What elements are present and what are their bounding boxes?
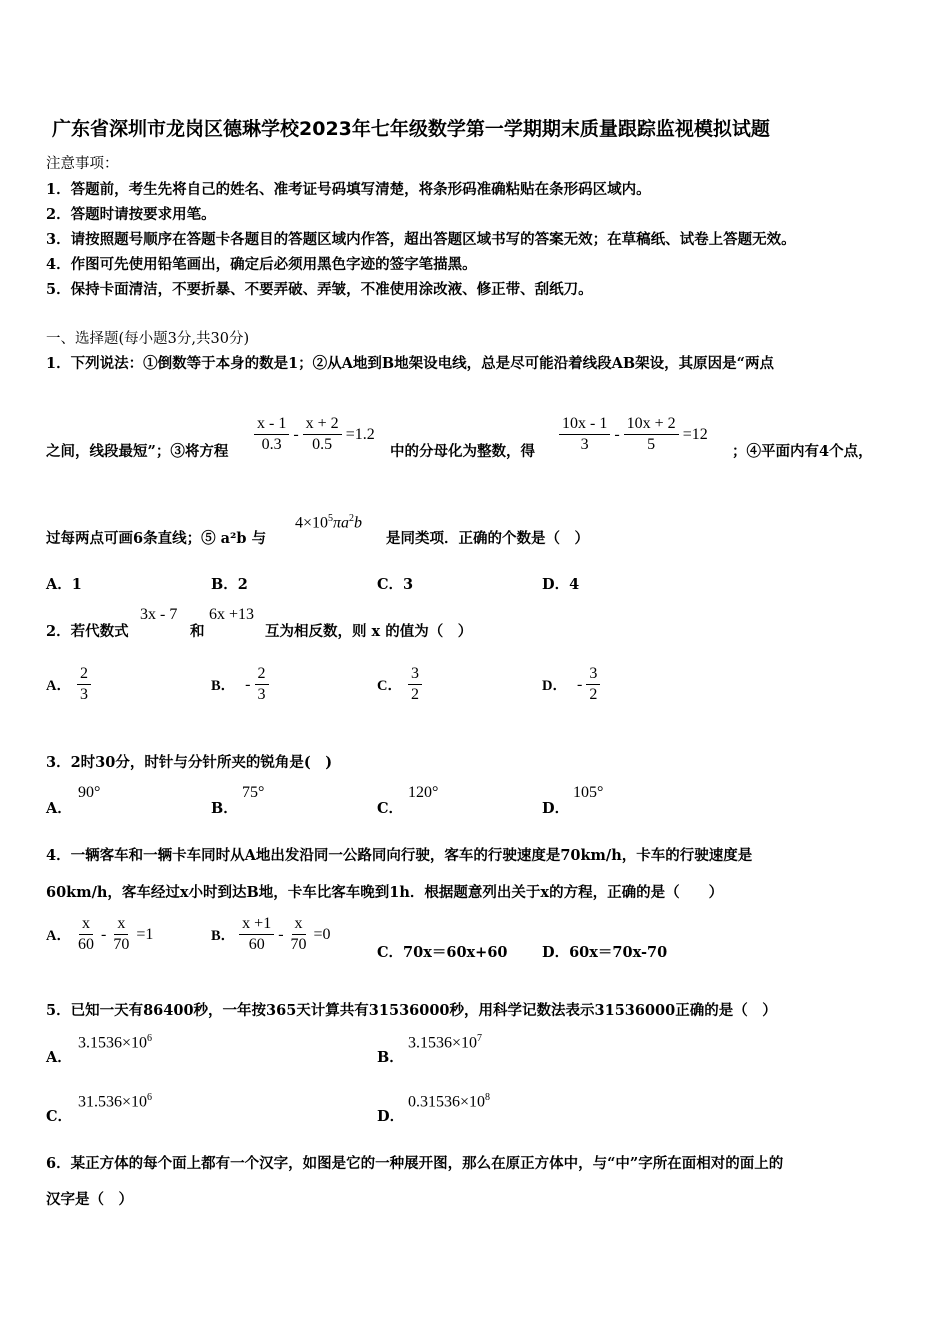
q1-equation-2 (557, 414, 708, 455)
q1-expr-tail: πa (333, 514, 350, 532)
q1-eq2-frac2 (624, 414, 679, 455)
q5-opt-b-base: 3.1536×10 (408, 1034, 478, 1052)
q5-opt-c-base: 31.536×10 (78, 1093, 148, 1111)
q1-eq1-rhs: =1.2 (345, 425, 375, 443)
q4-opt-a-minus: - (100, 925, 107, 943)
q3-opt-b-value: 75° (242, 784, 265, 801)
q1-line1: 1．下列说法：①倒数等于本身的数是1；②从A地到B地架设电线，总是尽可能沿着线段AB架设，其原因是“两点 (46, 355, 775, 372)
q1-line2b: 中的分母化为整数，得 (390, 443, 535, 460)
q4-opt-b-num1: x +1 (239, 914, 274, 935)
q2-expr-1: 3x - 7 (140, 606, 178, 623)
q4-opt-b-frac1 (239, 914, 274, 955)
q1-eq1-den1: 0.3 (261, 436, 282, 453)
notice-item-2: 2．答题时请按要求用笔。 (46, 206, 216, 223)
q2-option-b[interactable] (211, 664, 271, 705)
q5-opt-b-label[interactable]: B． (377, 1049, 404, 1066)
q5-opt-c-label[interactable]: C． (46, 1108, 73, 1125)
q3-opt-b-label[interactable]: B． (211, 800, 238, 817)
q1-eq2-rhs: =12 (682, 425, 708, 443)
q1-eq2-den1: 3 (580, 436, 589, 453)
q4-opt-b-frac2 (288, 914, 310, 955)
q4-opt-b-minus: - (278, 925, 284, 943)
q4-opt-a-den2: 70 (113, 936, 130, 953)
q1-option-d[interactable]: D．4 (542, 576, 580, 593)
q4-option-b[interactable] (211, 914, 331, 955)
q1-line3a: 过每两点可画6条直线；⑤ a²b 与 (46, 530, 267, 547)
q3-text: 3．2时30分，时针与分针所夹的锐角是( ) (46, 754, 333, 771)
q1-expr-exp: 5 (328, 513, 334, 524)
q1-eq1-num1: x - 1 (254, 414, 289, 435)
q2-opt-b-num: 2 (255, 664, 269, 685)
q1-line2c: ；④平面内有4个点， (732, 443, 873, 460)
q4-option-c[interactable]: C．70x＝60x+60 (377, 944, 508, 961)
q2-opt-c-label: C． (377, 678, 402, 694)
section-heading: 一、选择题(每小题3分,共30分) (46, 331, 250, 347)
q2-opt-d-label: D． (542, 678, 567, 694)
q2-opt-b-sign: - (245, 675, 251, 693)
q2-opt-b-den: 3 (257, 686, 266, 703)
q4-opt-b-den1: 60 (248, 936, 265, 953)
q2-opt-d-sign: - (576, 675, 583, 693)
q2-option-c[interactable] (377, 664, 424, 705)
q1-eq2-frac1 (559, 414, 610, 455)
q1-line3b: 是同类项．正确的个数是（ ） (386, 530, 589, 547)
q4-opt-a-num1: x (79, 914, 93, 935)
q1-eq1-num2: x + 2 (303, 414, 342, 435)
q1-equation-1 (252, 414, 375, 455)
notice-item-1: 1．答题前，考生先将自己的姓名、准考证号码填写清楚，将条形码准确粘贴在条形码区域内。 (46, 181, 651, 198)
q1-eq2-num1: 10x - 1 (559, 414, 610, 435)
q4-option-d[interactable]: D．60x＝70x-70 (542, 944, 668, 961)
q2-opt-c-den: 2 (410, 686, 419, 703)
q1-eq2-minus: - (614, 425, 620, 443)
q5-opt-d-value (408, 1092, 490, 1111)
q2-opt-d-num: 3 (586, 664, 600, 685)
q4-opt-a-rhs: =1 (136, 925, 154, 943)
q2-opt-d-den: 2 (589, 686, 598, 703)
q4-opt-a-label: A． (46, 928, 71, 944)
q5-opt-d-base: 0.31536×10 (408, 1093, 486, 1111)
q3-opt-d-label[interactable]: D． (542, 800, 570, 817)
q1-expression (295, 513, 362, 532)
q6-line1: 6．某正方体的每个面上都有一个汉字，如图是它的一种展开图，那么在原正方体中，与“中”字所在面相对的面上的 (46, 1155, 784, 1172)
q1-eq2-num2: 10x + 2 (624, 414, 679, 435)
q4-line2: 60km/h，客车经过x小时到达B地，卡车比客车晚到1h．根据题意列出关于x的方程，正确的是（ ） (46, 884, 724, 901)
q1-eq1-frac2 (303, 414, 342, 455)
q2-opt-c-num: 3 (408, 664, 422, 685)
q1-expr-end: b (354, 514, 363, 532)
q1-option-b[interactable]: B．2 (211, 576, 248, 593)
q2-opt-c-frac (408, 664, 422, 705)
q5-opt-c-value (78, 1092, 152, 1111)
q5-opt-a-base: 3.1536×10 (78, 1034, 148, 1052)
q3-opt-c-label[interactable]: C． (377, 800, 404, 817)
q1-expr-base: 4×10 (295, 514, 329, 532)
notice-item-5: 5．保持卡面清洁，不要折暴、不要弄破、弄皱，不准使用涂改液、修正带、刮纸刀。 (46, 281, 593, 298)
q5-text: 5．已知一天有86400秒，一年按365天计算共有31536000秒，用科学记数法表示31536000正确的是（ ） (46, 1002, 777, 1019)
q1-option-c[interactable]: C．3 (377, 576, 414, 593)
notice-heading: 注意事项： (46, 156, 119, 172)
q3-opt-a-value: 90° (78, 784, 101, 801)
q4-opt-b-den2: 70 (290, 936, 307, 953)
q5-opt-a-exp: 6 (147, 1033, 153, 1044)
q1-eq1-den2: 0.5 (312, 436, 333, 453)
q2-text-a: 2．若代数式 (46, 623, 129, 640)
q1-eq1-frac1 (254, 414, 289, 455)
q5-opt-a-value (78, 1033, 152, 1052)
q2-option-d[interactable] (542, 664, 602, 705)
q4-option-a[interactable] (46, 914, 153, 955)
page-title: 广东省深圳市龙岗区德琳学校2023年七年级数学第一学期期末质量跟踪监视模拟试题 (52, 118, 770, 140)
q6-line2: 汉字是（ ） (46, 1191, 133, 1208)
q2-opt-a-label: A． (46, 678, 71, 694)
q1-eq2-den2: 5 (647, 436, 656, 453)
q4-opt-a-frac2 (110, 914, 132, 955)
q1-eq1-minus: - (293, 425, 299, 443)
q5-opt-d-label[interactable]: D． (377, 1108, 405, 1125)
q1-line2a: 之间，线段最短”；③将方程 (46, 443, 229, 460)
q4-opt-b-rhs: =0 (313, 925, 331, 943)
q4-opt-a-num2: x (114, 914, 128, 935)
q1-option-a[interactable]: A．1 (46, 576, 82, 593)
q2-opt-a-frac (77, 664, 91, 705)
q2-text-c: 互为相反数，则 x 的值为（ ） (265, 623, 473, 640)
notice-item-4: 4．作图可先使用铅笔画出，确定后必须用黑色字迹的签字笔描黑。 (46, 256, 477, 273)
q4-opt-b-label: B． (211, 928, 236, 944)
q4-opt-b-num2: x (292, 914, 306, 935)
q3-opt-c-value: 120° (408, 784, 439, 801)
q5-opt-a-label[interactable]: A． (46, 1049, 72, 1066)
notice-item-3: 3．请按照题号顺序在答题卡各题目的答题区域内作答，超出答题区域书写的答案无效；在草稿纸、试卷上答题无效。 (46, 231, 796, 248)
q2-text-b: 和 (190, 623, 205, 640)
q4-opt-a-den1: 60 (77, 936, 94, 953)
q5-opt-b-exp: 7 (477, 1033, 483, 1044)
q2-opt-b-frac (255, 664, 269, 705)
q1-expr-tail-exp: 2 (349, 513, 355, 524)
q5-opt-d-exp: 8 (485, 1092, 491, 1103)
q5-opt-b-value (408, 1033, 482, 1052)
q3-opt-a-label[interactable]: A． (46, 800, 72, 817)
q2-opt-a-num: 2 (77, 664, 91, 685)
q4-line1: 4．一辆客车和一辆卡车同时从A地出发沿同一公路同向行驶，客车的行驶速度是70km/h，卡车的行驶速度是 (46, 847, 753, 864)
q2-expr-2: 6x +13 (209, 606, 255, 623)
q4-opt-a-frac1 (75, 914, 97, 955)
q2-option-a[interactable] (46, 664, 93, 705)
q2-opt-b-label: B． (211, 678, 236, 694)
q3-opt-d-value: 105° (573, 784, 604, 801)
q5-opt-c-exp: 6 (147, 1092, 153, 1103)
q2-opt-a-den: 3 (79, 686, 88, 703)
q2-opt-d-frac (586, 664, 600, 705)
